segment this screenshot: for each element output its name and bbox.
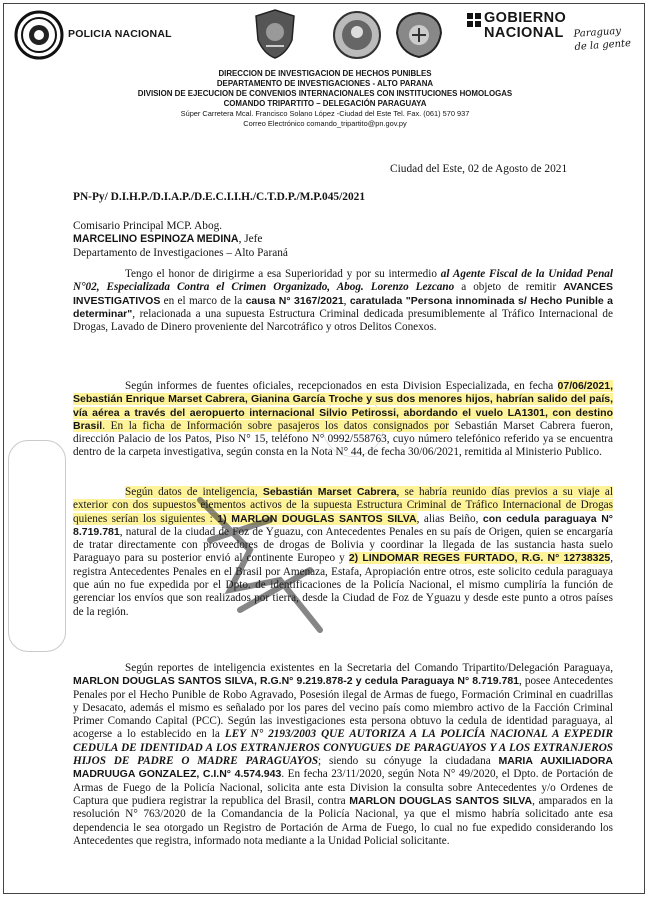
department-address: Súper Carretera Mcal. Francisco Solano López -Ciudad del Este Tel. Fax. (061) 570 937 (180, 109, 470, 118)
text-run: , registra Antecedentes Penales en el Brasil por Amenaza, Estafa, Apropiación entre otros, este solicito cedula paraguaya que aún no fue expedida por el Dpto. de identificaciones de la Policía Nacional, el mismo cumpliría la función de gerenciar los envíos que son realizados por tierra, desde la Ciudad de Foz de Yguazu y desde este punto a otros países de la región. (73, 552, 613, 618)
text-run: 07/06/2021, Sebastián Enrique Marset Cabrera, Gianina García Troche y sus dos menores hijos, habrían salido del país, vía aérea a través del aeropuerto internacional Silvio Petirossi, abordando el vuelo LA1301, con destino Brasil (73, 380, 613, 432)
addressee-role: , Jefe (238, 233, 263, 246)
paragraph-2 (73, 380, 613, 476)
police-shield-icon (252, 8, 298, 60)
text-run: , alias Beiño, (416, 512, 483, 525)
department-line-3: DIVISION DE EJECUCION DE CONVENIOS INTERNACIONALES CON INSTITUCIONES HOMOLOGAS (137, 89, 513, 98)
text-run: MARLON DOUGLAS SANTOS SILVA (349, 794, 533, 807)
text-run: Tengo el honor de dirigirme a esa Superioridad y por su intermedio (125, 268, 441, 280)
government-slogan (573, 24, 631, 54)
text-run: ; siendo su cónyuge la ciudadana (318, 755, 499, 768)
department-line-4: COMANDO TRIPARTITO – DELEGACIÓN PARAGUAYA (223, 99, 427, 108)
addressee-name: MARCELINO ESPINOZA MEDINA (73, 233, 239, 246)
paragraph-1 (73, 268, 613, 364)
government-line-1: GOBIERNO (484, 10, 567, 26)
text-run: en el marco de la (160, 294, 246, 307)
department-block (0, 69, 650, 129)
text-run: , amparados en la resolución N° 763/2020 de la Comandancia de la Policía Nacional, ya que el mismo habría solicitado ante esa dependencia le sea otorgado un Registro de Portación de Arma de Fuego, lo cual no fue expedido considerando los Antecedentes que registra, informado nota mediante a la Unidad Policial solicitante. (73, 794, 613, 847)
investigation-emblem-icon (332, 10, 382, 60)
document-date: Ciudad del Este, 02 de Agosto de 2021 (390, 163, 568, 175)
text-run: Según datos de inteligencia, (125, 486, 263, 498)
text-run: . En fecha 23/11/2020, según Nota N° 49/2020, el Dpto. de Portación de Armas de Fuego de la Policía Nacional, solicita ante esta Division la consulta sobre Antecedentes y/o Ordenes de Captura que pudiera registrar la republica del Brasil, contra (73, 768, 613, 807)
text-run: . En la ficha de Información sobre pasajeros los datos consignados por (102, 419, 449, 432)
slogan-line-2: de la gente (574, 38, 632, 53)
text-run: , se habría reunido días previos a su viaje al exterior con dos supuestos elementos activos de la supuesta Estructura Criminal de Tráfico Internacional de Drogas quienes serían los siguientes : (73, 486, 614, 525)
text-run: LEY N° 2193/2003 QUE AUTORIZA A LA POLICÍA NACIONAL A EXPEDIR CEDULA DE IDENTIDAD A LOS EXTRANJEROS CONYUGUES DE PARAGUAYOS Y A LOS EXTRANJEROS HIJOS DE PADRE O MADRE PARAGUAYOS (73, 728, 613, 768)
text-run: , posee Antecedentes Penales por el Hecho Punible de Robo Agravado, Posesión ilegal de Armas de fuego, Formación Criminal en cuadrillas y Desacato, además el mismo es señalado por los pares del vecino país como miembro activo de la Facción Criminal Primer Comando Capital (PCC). Según las investigaciones esta persona obtuvo la cedula de identidad paraguaya, al acogerse a lo establecido en la (73, 675, 613, 741)
text-run: a objeto de remitir (454, 281, 564, 294)
department-email: Correo Electrónico comando_tripartito@pn.gov.py (243, 119, 407, 128)
text-run: , (343, 294, 350, 307)
paragraph-4 (73, 662, 613, 887)
text-run: AVANCES INVESTIGATIVOS (73, 281, 613, 307)
letterhead (14, 8, 638, 64)
text-run: , relacionada a una supuesta Estructura Criminal dedicada presumiblemente al Tráfico Internacional de Drogas, Lavado de Dinero proveniente del Narcotráfico y otros Delitos Conexos. (73, 307, 613, 334)
addressee-block (73, 220, 288, 260)
government-name (484, 11, 566, 41)
department-line-2: DEPARTAMENTO DE INVESTIGACIONES - ALTO PARANA (216, 79, 434, 88)
text-run: Según reportes de inteligencia existentes en la Secretaria del Comando Tripartito/Delegación Paraguaya, (125, 662, 613, 674)
reference-number: PN-Py/ D.I.H.P./D.I.A.P./D.E.C.I.I.H./C.T.D.P./M.P.045/2021 (73, 191, 366, 203)
text-run: 1) MARLON DOUGLAS SANTOS SILVA (217, 512, 417, 525)
text-run: MARLON DOUGLAS SANTOS SILVA, R.G.N° 9.219.878-2 y cedula Paraguaya N° 8.719.781 (73, 675, 520, 688)
government-line-2: NACIONAL (484, 25, 564, 41)
slogan-line-1: Paraguay (573, 25, 622, 40)
national-seal-icon (14, 10, 64, 60)
department-line-1: DIRECCION DE INVESTIGACION DE HECHOS PUNIBLES (218, 69, 432, 78)
text-run: con cedula paraguaya N° 8.719.781 (73, 512, 613, 538)
addressee-title: Comisario Principal MCP. Abog. (73, 220, 223, 232)
tripartite-emblem-icon (394, 11, 444, 59)
text-run: causa N° 3167/2021 (245, 294, 344, 307)
text-run: Sebastián Marset Cabrera fueron, dirección Palacio de los Patos, Piso N° 15, teléfono N° 0992/558763, cuyo número telefónico referido ya se encuentra dentro de la carpeta investigativa, según consta en la Nota N° 44, de fecha 30/06/2021, remitida al Ministerio Publico. (73, 419, 613, 459)
text-run: al Agente Fiscal de la Unidad Penal N°02, Especializada Contra el Crimen Organizado, Abog. Lorenzo Lezcano (73, 268, 614, 294)
paragraph-3 (73, 486, 613, 646)
government-logo-icon (466, 12, 482, 28)
text-run: 2) LINDOMAR REGES FURTADO, R.G. N° 12738325 (348, 552, 611, 565)
police-name: POLICIA NACIONAL (68, 28, 172, 40)
text-run: , natural de la ciudad de Foz de Yguazu, con Antecedentes Penales en su país de Origen, quien se encargaría de tratar directamente con proveedores de drogas de Bolivia y coordinar la llegada de las sustancia hasta suelo Paraguayo para su posterior envió al continente Europeo y (73, 525, 613, 565)
text-run: caratulada "Persona innominada s/ Hecho Punible a determinar" (73, 294, 614, 320)
text-run: MARIA AUXILIADORA MADRUUGA GONZALEZ, C.I.N° 4.574.943 (73, 755, 613, 781)
text-run: Sebastián Marset Cabrera (262, 486, 397, 498)
addressee-department: Departamento de Investigaciones – Alto Paraná (73, 246, 288, 259)
text-run: Según informes de fuentes oficiales, recepcionados en esta Division Especializada, en fecha (125, 380, 558, 392)
addressee-name-line (73, 233, 288, 246)
